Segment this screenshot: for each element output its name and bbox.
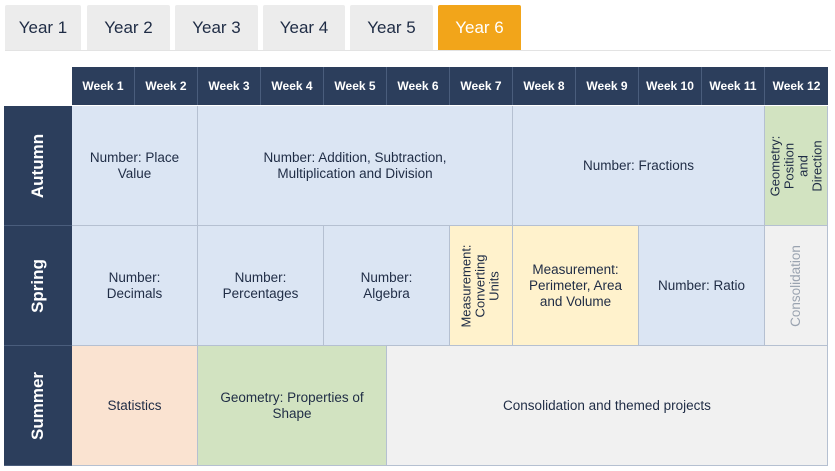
autumn-place-value <box>72 106 198 226</box>
tab-year-6[interactable]: Year 6 <box>438 5 521 51</box>
autumn-fractions <box>513 106 765 226</box>
year-tabs <box>0 0 835 51</box>
season-autumn <box>4 106 72 226</box>
autumn-addition-subtraction <box>198 106 513 226</box>
tab-year-5[interactable]: Year 5 <box>350 5 433 51</box>
week-header-6: Week 6 <box>387 67 450 105</box>
week-header-5: Week 5 <box>324 67 387 105</box>
summer-statistics <box>72 346 198 466</box>
season-spring <box>4 226 72 346</box>
autumn-place-value-text: Number: Place Value <box>89 149 180 181</box>
spring-percentages-text: Number: Percentages <box>222 269 299 301</box>
spring-ratio-text: Number: Ratio <box>657 277 746 293</box>
spring-algebra <box>324 226 450 346</box>
spring-converting-units-text: Measurement: Converting Units <box>459 243 502 328</box>
season-summer <box>4 346 72 466</box>
week-header-12: Week 12 <box>765 67 828 105</box>
spring-converting-units <box>450 226 513 346</box>
summer-properties-shape-text: Geometry: Properties of Shape <box>220 389 364 421</box>
tab-year-4[interactable]: Year 4 <box>263 5 345 51</box>
summer-consolidation-projects <box>387 346 828 466</box>
autumn-fractions-text: Number: Fractions <box>582 157 695 173</box>
week-header-2: Week 2 <box>135 67 198 105</box>
summer-statistics-text: Statistics <box>107 397 162 413</box>
week-header-4: Week 4 <box>261 67 324 105</box>
spring-decimals <box>72 226 198 346</box>
season-autumn-label: Autumn <box>28 133 47 198</box>
summer-consolidation-projects-text: Consolidation and themed projects <box>503 397 711 413</box>
spring-decimals-text: Number: Decimals <box>106 269 163 301</box>
spring-perimeter-area-volume <box>513 226 639 346</box>
tab-year-3[interactable]: Year 3 <box>175 5 258 51</box>
spring-ratio <box>639 226 765 346</box>
tab-year-1[interactable]: Year 1 <box>5 5 81 51</box>
spring-consolidation-text: Consolidation <box>788 244 803 327</box>
autumn-geometry-position-text: Geometry: Position and Direction <box>767 135 824 196</box>
week-header-1: Week 1 <box>72 67 135 105</box>
week-header-3: Week 3 <box>198 67 261 105</box>
spring-algebra-text: Number: Algebra <box>360 269 413 301</box>
week-header-11: Week 11 <box>702 67 765 105</box>
week-header-10: Week 10 <box>639 67 702 105</box>
spring-consolidation <box>765 226 828 346</box>
week-header-9: Week 9 <box>576 67 639 105</box>
week-header-8: Week 8 <box>513 67 576 105</box>
tab-year-2[interactable]: Year 2 <box>87 5 170 51</box>
week-header-7: Week 7 <box>450 67 513 105</box>
tabs-divider <box>5 50 831 51</box>
autumn-geometry-position <box>765 106 828 226</box>
summer-properties-of-shape <box>198 346 387 466</box>
season-spring-label: Spring <box>28 258 47 313</box>
season-summer-label: Summer <box>28 371 47 440</box>
spring-perimeter-text: Measurement: Perimeter, Area and Volume <box>528 261 623 309</box>
autumn-addition-text: Number: Addition, Subtraction, Multiplication and Division <box>263 149 447 181</box>
spring-percentages <box>198 226 324 346</box>
